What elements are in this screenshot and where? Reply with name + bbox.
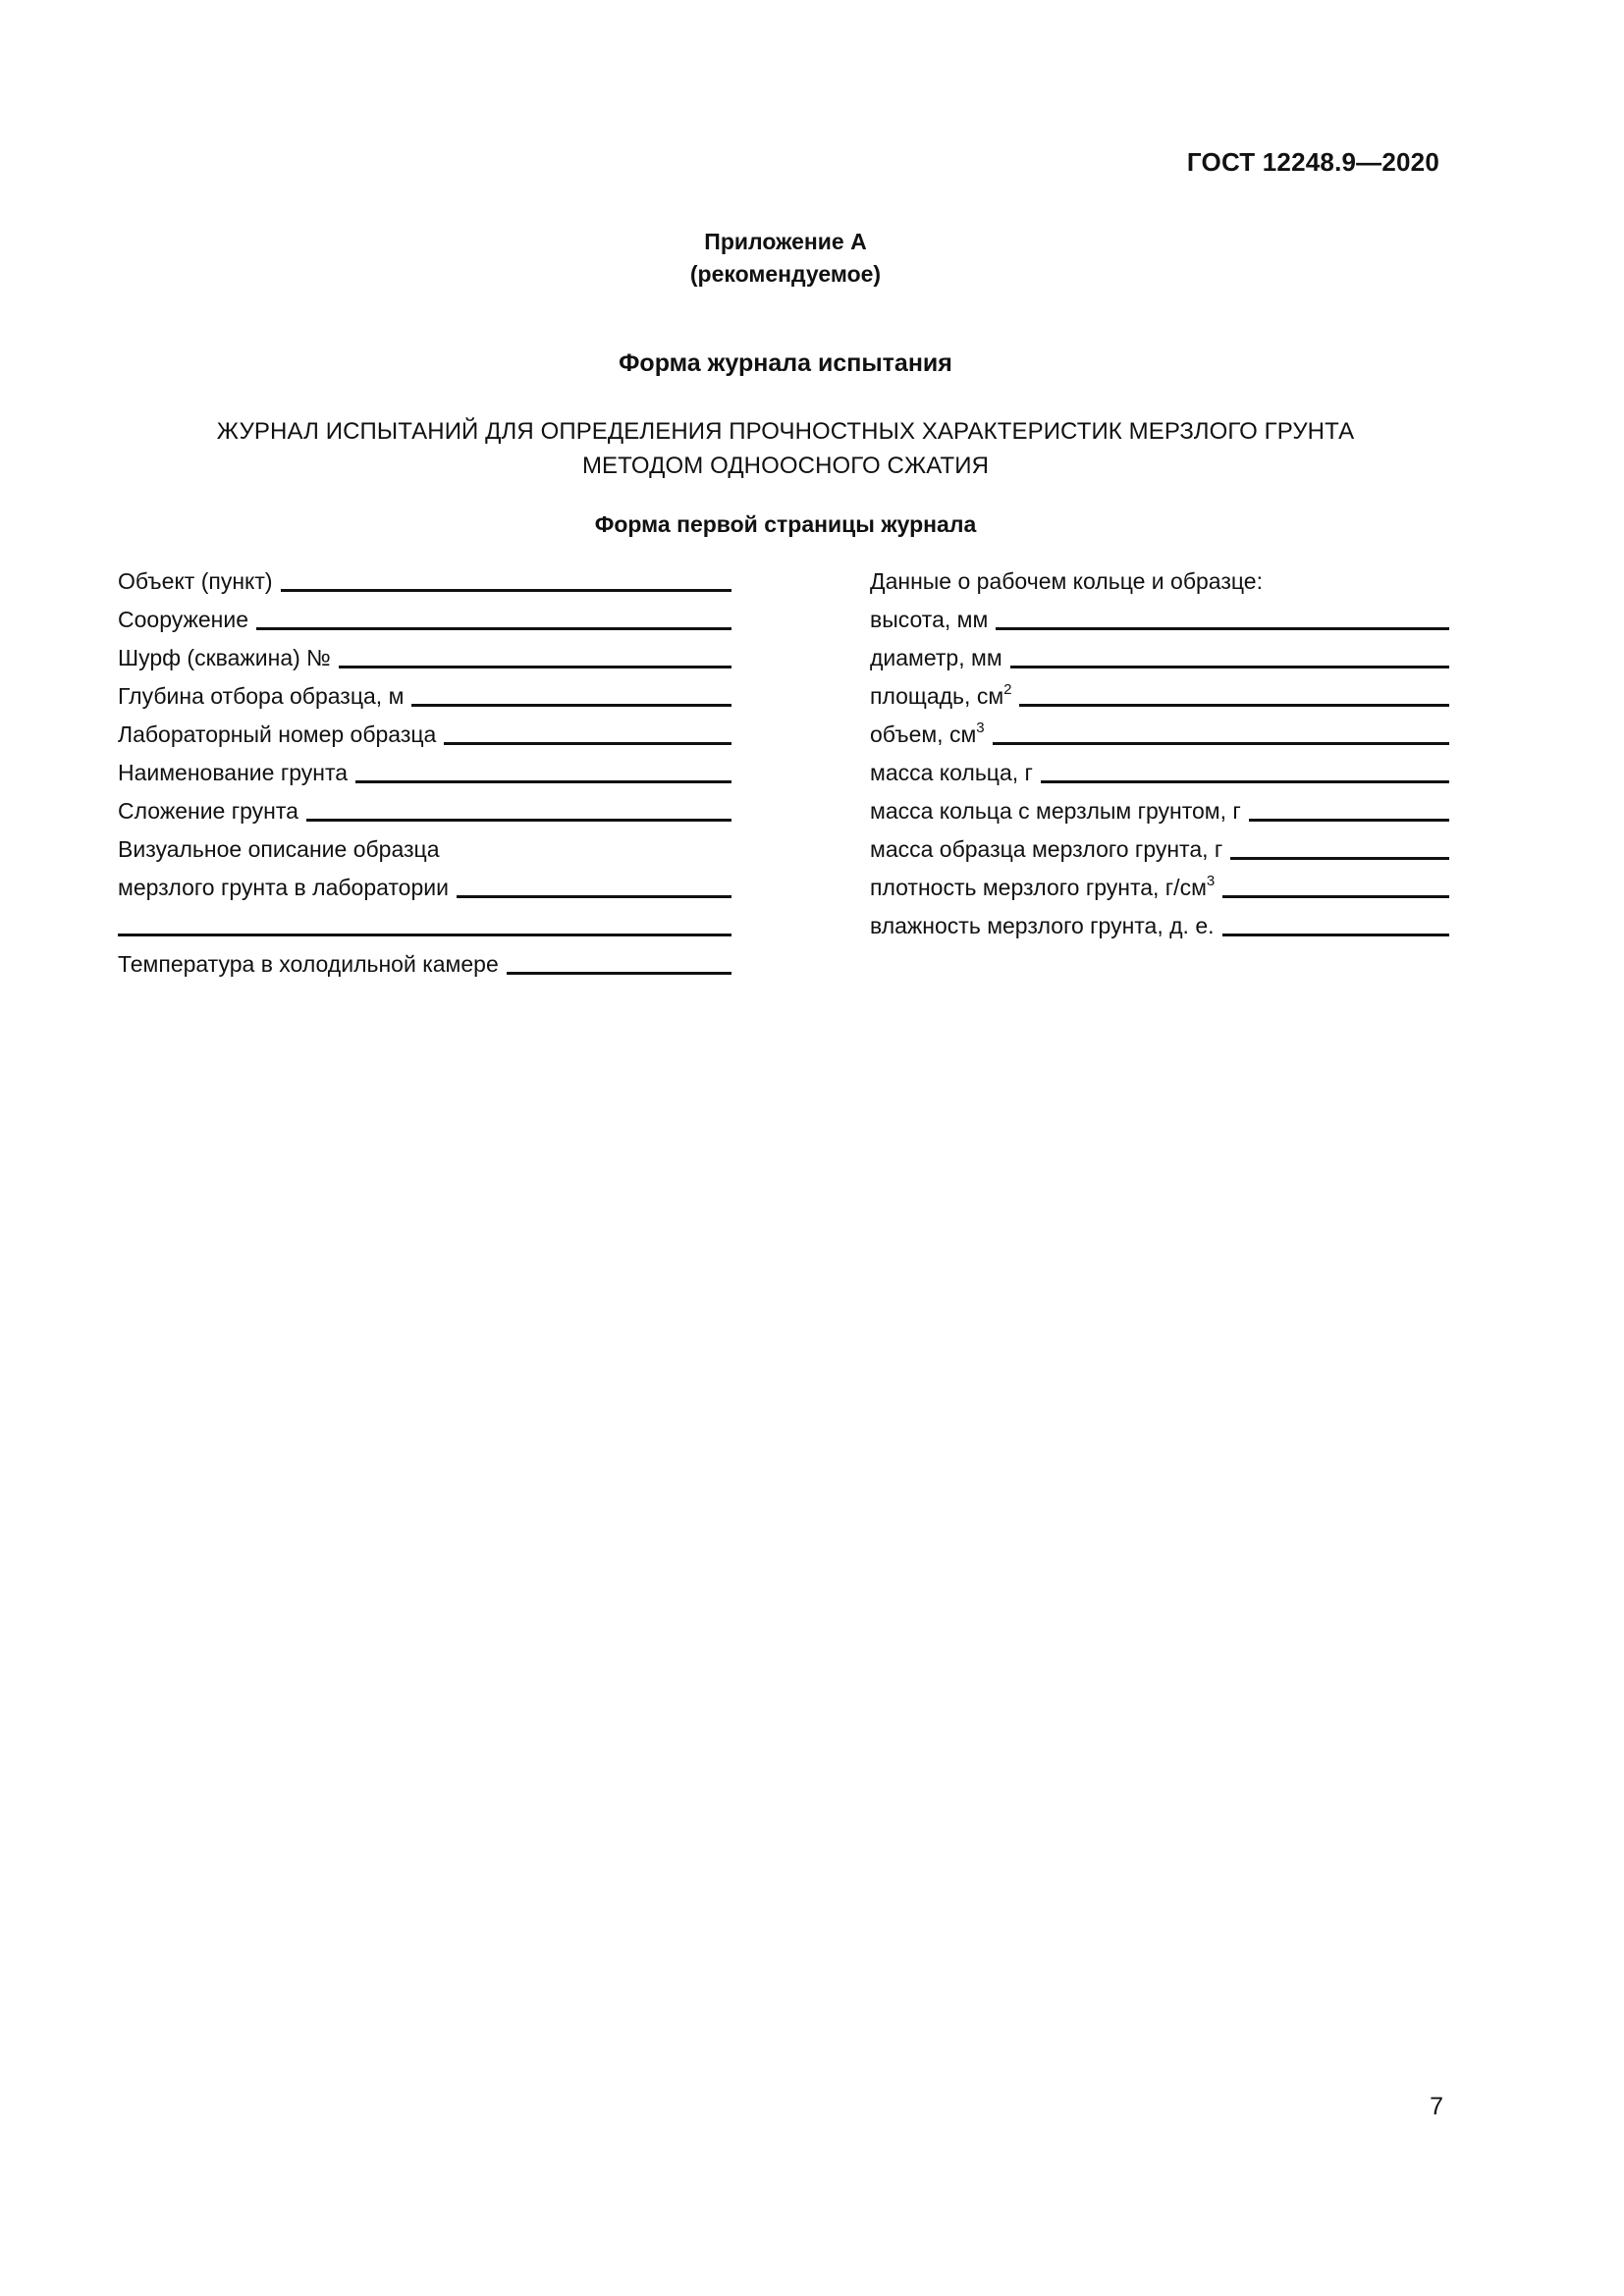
form-title: Форма журнала испытания xyxy=(619,349,952,377)
field-soil-name-blank[interactable] xyxy=(355,780,731,783)
field-volume-label xyxy=(870,721,985,751)
field-visual-desc-label-2: мерзлого грунта в лаборатории xyxy=(118,875,449,900)
field-ring-soil-mass-label: масса кольца с мерзлым грунтом, г xyxy=(870,798,1241,824)
field-object-blank[interactable] xyxy=(281,589,731,592)
field-soil-name xyxy=(118,751,731,789)
field-ring-mass-blank[interactable] xyxy=(1041,780,1449,783)
field-lab-number-blank[interactable] xyxy=(444,742,731,745)
field-ring-mass xyxy=(870,751,1449,789)
field-moisture xyxy=(870,904,1449,942)
field-area xyxy=(870,674,1449,713)
page-number: 7 xyxy=(1430,2093,1443,2120)
journal-title-line-2: МЕТОДОМ ОДНООСНОГО СЖАТИЯ xyxy=(581,453,990,479)
field-visual-desc-heading xyxy=(118,828,731,866)
field-depth xyxy=(118,674,731,713)
field-object-label: Объект (пункт) xyxy=(118,568,273,594)
field-visual-desc-blank[interactable] xyxy=(457,895,731,898)
field-temperature-label: Температура в холодильной камере xyxy=(118,951,499,977)
appendix-subtitle: (рекомендуемое) xyxy=(689,261,882,287)
field-soil-structure-blank[interactable] xyxy=(306,819,731,822)
field-diameter xyxy=(870,636,1449,674)
field-soil-name-label: Наименование грунта xyxy=(118,760,349,785)
field-sample-mass xyxy=(870,828,1449,866)
field-visual-desc-label-1: Визуальное описание образца xyxy=(118,836,440,862)
field-density-text: плотность мерзлого грунта, г/см xyxy=(870,875,1207,900)
field-area-label xyxy=(870,683,1011,713)
first-page-title: Форма первой страницы журнала xyxy=(594,511,977,537)
field-structure xyxy=(118,598,731,636)
journal-title-line-1: ЖУРНАЛ ИСПЫТАНИЙ ДЛЯ ОПРЕДЕЛЕНИЯ ПРОЧНОСТНЫХ ХАРАКТЕРИСТИК МЕРЗЛОГО ГРУНТА xyxy=(216,418,1355,445)
document-code: ГОСТ 12248.9—2020 xyxy=(1186,147,1439,177)
field-pit xyxy=(118,636,731,674)
field-pit-label: Шурф (скважина) № xyxy=(118,645,331,670)
field-sample-mass-label: масса образца мерзлого грунта, г xyxy=(870,836,1223,862)
field-pit-blank[interactable] xyxy=(339,666,731,668)
field-ring-soil-mass-blank[interactable] xyxy=(1249,819,1449,822)
field-density xyxy=(870,866,1449,904)
field-visual-desc-extra-blank[interactable] xyxy=(118,934,731,936)
left-form-column xyxy=(118,560,731,981)
field-lab-number-label: Лабораторный номер образца xyxy=(118,721,437,747)
field-object xyxy=(118,560,731,598)
field-area-blank[interactable] xyxy=(1019,704,1449,707)
field-temperature xyxy=(118,942,731,981)
field-ring-mass-label: масса кольца, г xyxy=(870,760,1033,785)
journal-title xyxy=(0,414,1571,483)
field-temperature-blank[interactable] xyxy=(507,972,731,975)
field-soil-structure xyxy=(118,789,731,828)
field-moisture-blank[interactable] xyxy=(1222,934,1449,936)
field-moisture-label: влажность мерзлого грунта, д. е. xyxy=(870,913,1215,938)
appendix-heading xyxy=(0,226,1571,291)
field-visual-desc xyxy=(118,866,731,904)
appendix-title: Приложение А xyxy=(704,229,867,254)
field-structure-blank[interactable] xyxy=(256,627,731,630)
field-visual-desc-extra xyxy=(118,904,731,942)
field-depth-label: Глубина отбора образца, м xyxy=(118,683,405,709)
field-area-sup: 2 xyxy=(1003,681,1012,699)
field-height-label: высота, мм xyxy=(870,607,989,632)
field-lab-number xyxy=(118,713,731,751)
field-soil-structure-label: Сложение грунта xyxy=(118,798,298,824)
field-volume-blank[interactable] xyxy=(993,742,1449,745)
field-depth-blank[interactable] xyxy=(411,704,731,707)
right-form-column xyxy=(870,560,1449,942)
field-ring-soil-mass xyxy=(870,789,1449,828)
ring-data-heading-label: Данные о рабочем кольце и образце: xyxy=(870,568,1263,594)
field-density-sup: 3 xyxy=(1206,873,1216,890)
field-sample-mass-blank[interactable] xyxy=(1230,857,1449,860)
field-volume-text: объем, см xyxy=(870,721,977,747)
field-density-blank[interactable] xyxy=(1222,895,1449,898)
field-density-label xyxy=(870,875,1215,904)
field-area-text: площадь, см xyxy=(870,683,1004,709)
field-structure-label: Сооружение xyxy=(118,607,249,632)
field-height xyxy=(870,598,1449,636)
ring-data-heading xyxy=(870,560,1449,598)
field-volume xyxy=(870,713,1449,751)
field-diameter-label: диаметр, мм xyxy=(870,645,1002,670)
field-height-blank[interactable] xyxy=(996,627,1449,630)
field-volume-sup: 3 xyxy=(976,720,985,737)
field-diameter-blank[interactable] xyxy=(1010,666,1449,668)
